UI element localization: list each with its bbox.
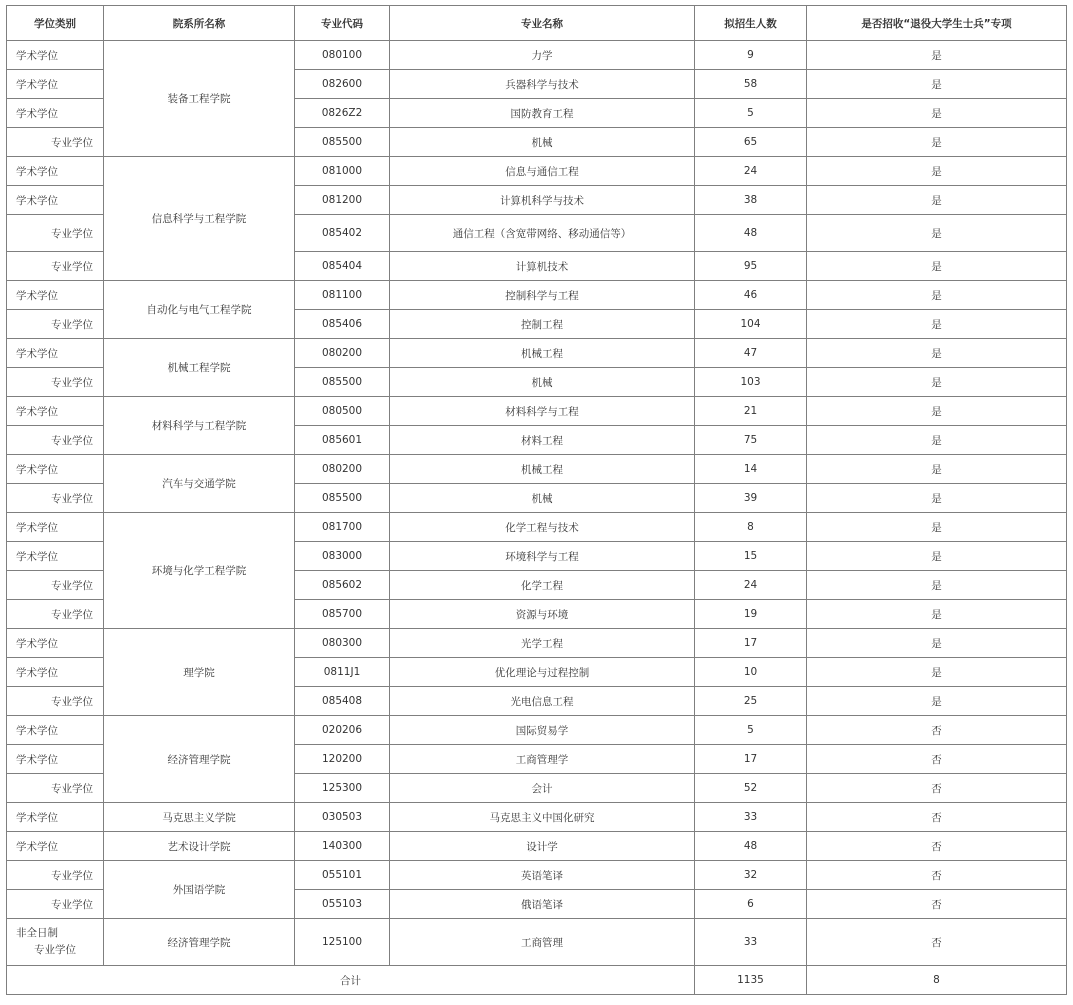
table-row xyxy=(7,455,1067,484)
department-cell: 装备工程学院 xyxy=(104,41,295,157)
table-row xyxy=(7,803,1067,832)
enrollment-count-cell: 75 xyxy=(695,426,807,455)
veteran-program-cell: 是 xyxy=(807,513,1067,542)
veteran-program-cell: 是 xyxy=(807,310,1067,339)
major-code-cell: 055103 xyxy=(295,890,390,919)
department-cell: 信息科学与工程学院 xyxy=(104,157,295,281)
enrollment-count-cell: 6 xyxy=(695,890,807,919)
major-code-cell: 085500 xyxy=(295,128,390,157)
veteran-program-cell: 是 xyxy=(807,542,1067,571)
major-code-cell: 082600 xyxy=(295,70,390,99)
major-code-cell: 085700 xyxy=(295,600,390,629)
veteran-program-cell: 否 xyxy=(807,803,1067,832)
major-code-cell: 140300 xyxy=(295,832,390,861)
degree-type-cell: 学术学位 xyxy=(7,99,104,128)
table-row xyxy=(7,919,1067,966)
degree-type-cell: 学术学位 xyxy=(7,281,104,310)
veteran-program-cell: 是 xyxy=(807,687,1067,716)
veteran-program-cell: 否 xyxy=(807,890,1067,919)
degree-type-cell: 专业学位 xyxy=(7,890,104,919)
enrollment-count-cell: 24 xyxy=(695,157,807,186)
header-department: 院系所名称 xyxy=(104,6,295,41)
enrollment-count-cell: 25 xyxy=(695,687,807,716)
major-code-cell: 020206 xyxy=(295,716,390,745)
major-code-cell: 0811J1 xyxy=(295,658,390,687)
veteran-program-cell: 是 xyxy=(807,484,1067,513)
major-name-cell: 通信工程（含宽带网络、移动通信等） xyxy=(390,215,695,252)
major-name-cell: 环境科学与工程 xyxy=(390,542,695,571)
veteran-program-cell: 是 xyxy=(807,157,1067,186)
total-row xyxy=(7,966,1067,995)
enrollment-count-cell: 52 xyxy=(695,774,807,803)
veteran-program-cell: 是 xyxy=(807,99,1067,128)
degree-type-cell: 学术学位 xyxy=(7,186,104,215)
enrollment-table-container xyxy=(6,5,1067,995)
major-code-cell: 081100 xyxy=(295,281,390,310)
major-code-cell: 120200 xyxy=(295,745,390,774)
degree-type-cell: 专业学位 xyxy=(7,252,104,281)
table-row xyxy=(7,513,1067,542)
major-name-cell: 兵器科学与技术 xyxy=(390,70,695,99)
major-name-cell: 光电信息工程 xyxy=(390,687,695,716)
degree-type-cell: 专业学位 xyxy=(7,215,104,252)
veteran-program-cell: 是 xyxy=(807,281,1067,310)
degree-type-cell: 学术学位 xyxy=(7,339,104,368)
major-code-cell: 055101 xyxy=(295,861,390,890)
table-row xyxy=(7,41,1067,70)
veteran-program-cell: 否 xyxy=(807,774,1067,803)
veteran-program-cell: 是 xyxy=(807,426,1067,455)
degree-type-cell: 专业学位 xyxy=(7,484,104,513)
enrollment-count-cell: 39 xyxy=(695,484,807,513)
enrollment-count-cell: 46 xyxy=(695,281,807,310)
enrollment-count-cell: 47 xyxy=(695,339,807,368)
enrollment-count-cell: 5 xyxy=(695,716,807,745)
table-row xyxy=(7,861,1067,890)
enrollment-count-cell: 9 xyxy=(695,41,807,70)
degree-type-cell: 学术学位 xyxy=(7,803,104,832)
major-name-cell: 机械 xyxy=(390,368,695,397)
major-name-cell: 控制科学与工程 xyxy=(390,281,695,310)
degree-type-cell: 学术学位 xyxy=(7,157,104,186)
major-name-cell: 资源与环境 xyxy=(390,600,695,629)
major-code-cell: 030503 xyxy=(295,803,390,832)
major-name-cell: 马克思主义中国化研究 xyxy=(390,803,695,832)
department-cell: 艺术设计学院 xyxy=(104,832,295,861)
major-name-cell: 机械工程 xyxy=(390,339,695,368)
veteran-program-cell: 是 xyxy=(807,368,1067,397)
department-cell: 自动化与电气工程学院 xyxy=(104,281,295,339)
total-veteran-cell: 8 xyxy=(807,966,1067,995)
total-count-cell: 1135 xyxy=(695,966,807,995)
enrollment-count-cell: 24 xyxy=(695,571,807,600)
major-name-cell: 材料科学与工程 xyxy=(390,397,695,426)
veteran-program-cell: 是 xyxy=(807,215,1067,252)
degree-type-cell xyxy=(7,919,104,966)
enrollment-count-cell: 10 xyxy=(695,658,807,687)
degree-type-cell: 学术学位 xyxy=(7,832,104,861)
veteran-program-cell: 否 xyxy=(807,716,1067,745)
enrollment-count-cell: 48 xyxy=(695,215,807,252)
major-code-cell: 085408 xyxy=(295,687,390,716)
major-name-cell: 化学工程 xyxy=(390,571,695,600)
enrollment-count-cell: 48 xyxy=(695,832,807,861)
major-code-cell: 085601 xyxy=(295,426,390,455)
veteran-program-cell: 是 xyxy=(807,658,1067,687)
total-label-cell: 合计 xyxy=(7,966,695,995)
major-name-cell: 机械工程 xyxy=(390,455,695,484)
department-cell: 材料科学与工程学院 xyxy=(104,397,295,455)
major-code-cell: 085500 xyxy=(295,484,390,513)
enrollment-table xyxy=(6,5,1067,995)
major-name-cell: 英语笔译 xyxy=(390,861,695,890)
enrollment-count-cell: 21 xyxy=(695,397,807,426)
major-code-cell: 080200 xyxy=(295,455,390,484)
enrollment-count-cell: 104 xyxy=(695,310,807,339)
department-cell: 环境与化学工程学院 xyxy=(104,513,295,629)
major-name-cell: 机械 xyxy=(390,128,695,157)
major-code-cell: 080300 xyxy=(295,629,390,658)
table-header-row xyxy=(7,6,1067,41)
table-row xyxy=(7,157,1067,186)
major-code-cell: 080100 xyxy=(295,41,390,70)
major-code-cell: 080200 xyxy=(295,339,390,368)
enrollment-count-cell: 38 xyxy=(695,186,807,215)
major-code-cell: 085404 xyxy=(295,252,390,281)
department-cell: 马克思主义学院 xyxy=(104,803,295,832)
major-name-cell: 光学工程 xyxy=(390,629,695,658)
degree-type-cell: 专业学位 xyxy=(7,861,104,890)
major-code-cell: 081700 xyxy=(295,513,390,542)
degree-type-cell: 专业学位 xyxy=(7,600,104,629)
veteran-program-cell: 是 xyxy=(807,455,1067,484)
degree-type-cell: 学术学位 xyxy=(7,745,104,774)
degree-type-cell: 学术学位 xyxy=(7,70,104,99)
enrollment-count-cell: 32 xyxy=(695,861,807,890)
major-code-cell: 081200 xyxy=(295,186,390,215)
veteran-program-cell: 是 xyxy=(807,629,1067,658)
major-name-cell: 信息与通信工程 xyxy=(390,157,695,186)
degree-type-line1: 非全日制 xyxy=(16,927,58,939)
major-name-cell: 化学工程与技术 xyxy=(390,513,695,542)
major-name-cell: 计算机技术 xyxy=(390,252,695,281)
table-row xyxy=(7,629,1067,658)
enrollment-count-cell: 15 xyxy=(695,542,807,571)
degree-type-cell: 专业学位 xyxy=(7,368,104,397)
enrollment-count-cell: 95 xyxy=(695,252,807,281)
header-major-name: 专业名称 xyxy=(390,6,695,41)
major-code-cell: 085406 xyxy=(295,310,390,339)
enrollment-count-cell: 103 xyxy=(695,368,807,397)
degree-type-cell: 学术学位 xyxy=(7,716,104,745)
table-row xyxy=(7,716,1067,745)
major-name-cell: 计算机科学与技术 xyxy=(390,186,695,215)
table-row xyxy=(7,281,1067,310)
major-name-cell: 设计学 xyxy=(390,832,695,861)
veteran-program-cell: 是 xyxy=(807,128,1067,157)
table-body xyxy=(7,41,1067,995)
veteran-program-cell: 是 xyxy=(807,600,1067,629)
major-name-cell: 国防教育工程 xyxy=(390,99,695,128)
enrollment-count-cell: 17 xyxy=(695,629,807,658)
major-name-cell: 力学 xyxy=(390,41,695,70)
degree-type-cell: 专业学位 xyxy=(7,774,104,803)
degree-type-cell: 学术学位 xyxy=(7,41,104,70)
enrollment-count-cell: 65 xyxy=(695,128,807,157)
major-name-cell: 俄语笔译 xyxy=(390,890,695,919)
department-cell: 机械工程学院 xyxy=(104,339,295,397)
major-code-cell: 085500 xyxy=(295,368,390,397)
veteran-program-cell: 是 xyxy=(807,339,1067,368)
major-name-cell: 工商管理学 xyxy=(390,745,695,774)
degree-type-cell: 专业学位 xyxy=(7,426,104,455)
major-name-cell: 优化理论与过程控制 xyxy=(390,658,695,687)
veteran-program-cell: 否 xyxy=(807,861,1067,890)
veteran-program-cell: 否 xyxy=(807,832,1067,861)
department-cell: 外国语学院 xyxy=(104,861,295,919)
degree-type-cell: 学术学位 xyxy=(7,397,104,426)
major-code-cell: 0826Z2 xyxy=(295,99,390,128)
enrollment-count-cell: 19 xyxy=(695,600,807,629)
veteran-program-cell: 是 xyxy=(807,186,1067,215)
enrollment-count-cell: 33 xyxy=(695,803,807,832)
header-degree-type: 学位类别 xyxy=(7,6,104,41)
enrollment-count-cell: 58 xyxy=(695,70,807,99)
degree-type-cell: 学术学位 xyxy=(7,513,104,542)
enrollment-count-cell: 8 xyxy=(695,513,807,542)
major-name-cell: 机械 xyxy=(390,484,695,513)
veteran-program-cell: 是 xyxy=(807,571,1067,600)
enrollment-count-cell: 17 xyxy=(695,745,807,774)
department-cell: 汽车与交通学院 xyxy=(104,455,295,513)
major-name-cell: 材料工程 xyxy=(390,426,695,455)
header-major-code: 专业代码 xyxy=(295,6,390,41)
header-enrollment-count: 拟招生人数 xyxy=(695,6,807,41)
table-row xyxy=(7,397,1067,426)
major-name-cell: 控制工程 xyxy=(390,310,695,339)
major-name-cell: 会计 xyxy=(390,774,695,803)
table-row xyxy=(7,339,1067,368)
degree-type-cell: 专业学位 xyxy=(7,310,104,339)
degree-type-cell: 学术学位 xyxy=(7,542,104,571)
header-veteran-program: 是否招收“退役大学生士兵”专项 xyxy=(807,6,1067,41)
veteran-program-cell: 是 xyxy=(807,397,1067,426)
major-code-cell: 085602 xyxy=(295,571,390,600)
major-code-cell: 081000 xyxy=(295,157,390,186)
table-row xyxy=(7,832,1067,861)
enrollment-count-cell: 33 xyxy=(695,919,807,966)
enrollment-count-cell: 5 xyxy=(695,99,807,128)
major-code-cell: 125300 xyxy=(295,774,390,803)
degree-type-cell: 专业学位 xyxy=(7,128,104,157)
degree-type-cell: 学术学位 xyxy=(7,629,104,658)
department-cell: 经济管理学院 xyxy=(104,919,295,966)
major-name-cell: 工商管理 xyxy=(390,919,695,966)
degree-type-cell: 学术学位 xyxy=(7,455,104,484)
major-code-cell: 083000 xyxy=(295,542,390,571)
veteran-program-cell: 是 xyxy=(807,252,1067,281)
department-cell: 经济管理学院 xyxy=(104,716,295,803)
degree-type-cell: 学术学位 xyxy=(7,658,104,687)
major-code-cell: 080500 xyxy=(295,397,390,426)
major-code-cell: 085402 xyxy=(295,215,390,252)
enrollment-count-cell: 14 xyxy=(695,455,807,484)
veteran-program-cell: 否 xyxy=(807,919,1067,966)
veteran-program-cell: 是 xyxy=(807,41,1067,70)
degree-type-cell: 专业学位 xyxy=(7,571,104,600)
department-cell: 理学院 xyxy=(104,629,295,716)
degree-type-line2: 专业学位 xyxy=(34,944,76,956)
major-name-cell: 国际贸易学 xyxy=(390,716,695,745)
veteran-program-cell: 否 xyxy=(807,745,1067,774)
degree-type-cell: 专业学位 xyxy=(7,687,104,716)
major-code-cell: 125100 xyxy=(295,919,390,966)
veteran-program-cell: 是 xyxy=(807,70,1067,99)
